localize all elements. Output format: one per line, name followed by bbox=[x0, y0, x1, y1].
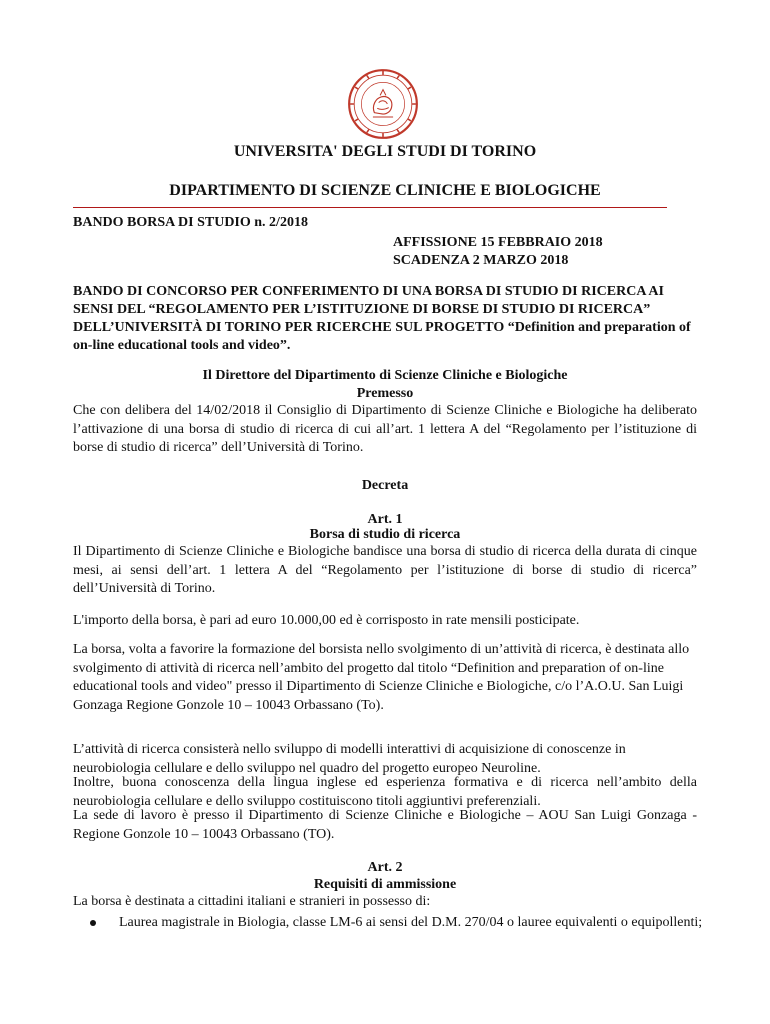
art1-paragraph-5: Inoltre, buona conoscenza della lingua inglese ed esperienza formativa e di ricerca nell’ambito della neurobiologia cellulare e dello sviluppo costituiscono titoli aggiuntivi preferenziali. bbox=[73, 775, 697, 809]
art2-title: Requisiti di ammissione bbox=[313, 877, 457, 892]
art1-paragraph-3: La borsa, volta a favorire la formazione del borsista nello svolgimento di un’attività di ricerca, è destinata allo svolgimento di attività di ricerca nell’ambito del progetto dal titolo “Definition and preparation of on-line educational tools and video" presso il Dipartimento di Scienze Cliniche e Biologiche, c/o l’A.O.U. San Luigi Gonzaga Regione Gonzole 10 – 10043 Orbassano (To). bbox=[73, 642, 690, 713]
art1-title: Borsa di studio di ricerca bbox=[309, 527, 461, 542]
art1-number: Art. 1 bbox=[367, 512, 403, 527]
director-heading: Il Direttore del Dipartimento di Scienze Cliniche e Biologiche bbox=[202, 368, 568, 383]
affissione-date: AFFISSIONE 15 FEBBRAIO 2018 bbox=[393, 235, 603, 250]
art1-paragraph-1: Il Dipartimento di Scienze Cliniche e Biologiche bandisce una borsa di studio di ricerca della durata di cinque mesi, ai sensi dell’art. 1 lettera A del “Regolamento per l’istituzione di borse di studio di ricerca” dell’Università di Torino. bbox=[73, 544, 697, 596]
art1-paragraph-6: La sede di lavoro è presso il Dipartimento di Scienze Cliniche e Biologiche – AOU San Luigi Gonzaga - Regione Gonzole 10 – 10043 Orbassano (TO). bbox=[73, 808, 697, 842]
requirement-text: Laurea magistrale in Biologia, classe LM-6 ai sensi del D.M. 270/04 o lauree equivalenti o equipollenti; bbox=[119, 915, 703, 930]
premesso-text: Che con delibera del 14/02/2018 il Consiglio di Dipartimento di Scienze Cliniche e Biologiche ha deliberato l’attivazione di una borsa di studio di ricerca di cui all’art. 1 lettera A del “Regolamento per l’istituzione di borse di studio di ricerca” dell’Università di Torino. bbox=[73, 403, 697, 455]
dates-block bbox=[393, 234, 603, 270]
university-name: UNIVERSITA' DEGLI STUDI DI TORINO bbox=[233, 143, 537, 160]
decreta-heading: Decreta bbox=[361, 478, 409, 493]
art2-intro: La borsa è destinata a cittadini italiani e stranieri in possesso di: bbox=[73, 894, 431, 909]
university-seal-icon bbox=[347, 68, 419, 140]
premesso-heading: Premesso bbox=[356, 386, 414, 401]
art1-paragraph-4: L’attività di ricerca consisterà nello sviluppo di modelli interattivi di acquisizione di conoscenze in neurobiologia cellulare e dello sviluppo nel quadro del progetto europeo Neuroline. bbox=[73, 742, 626, 776]
art1-paragraph-2: L'importo della borsa, è pari ad euro 10.000,00 ed è corrisposto in rate mensili posticipate. bbox=[73, 613, 580, 628]
bando-title: BANDO DI CONCORSO PER CONFERIMENTO DI UNA BORSA DI STUDIO DI RICERCA AI SENSI DEL “REGOLAMENTO PER L’ISTITUZIONE DI BORSE DI STUDIO DI RICERCA” DELL’UNIVERSITÀ DI TORINO PER RICERCHE SUL PROGETTO “Definition and preparation of on-line educational tools and video”. bbox=[73, 284, 691, 353]
header-divider bbox=[73, 207, 667, 208]
scadenza-date: SCADENZA 2 MARZO 2018 bbox=[393, 253, 569, 268]
bando-number: BANDO BORSA DI STUDIO n. 2/2018 bbox=[73, 215, 308, 230]
art2-number: Art. 2 bbox=[367, 860, 403, 875]
bullet-icon bbox=[90, 920, 96, 926]
list-item bbox=[119, 914, 743, 933]
department-name: DIPARTIMENTO DI SCIENZE CLINICHE E BIOLOGICHE bbox=[169, 182, 601, 199]
requirements-list bbox=[73, 914, 743, 933]
